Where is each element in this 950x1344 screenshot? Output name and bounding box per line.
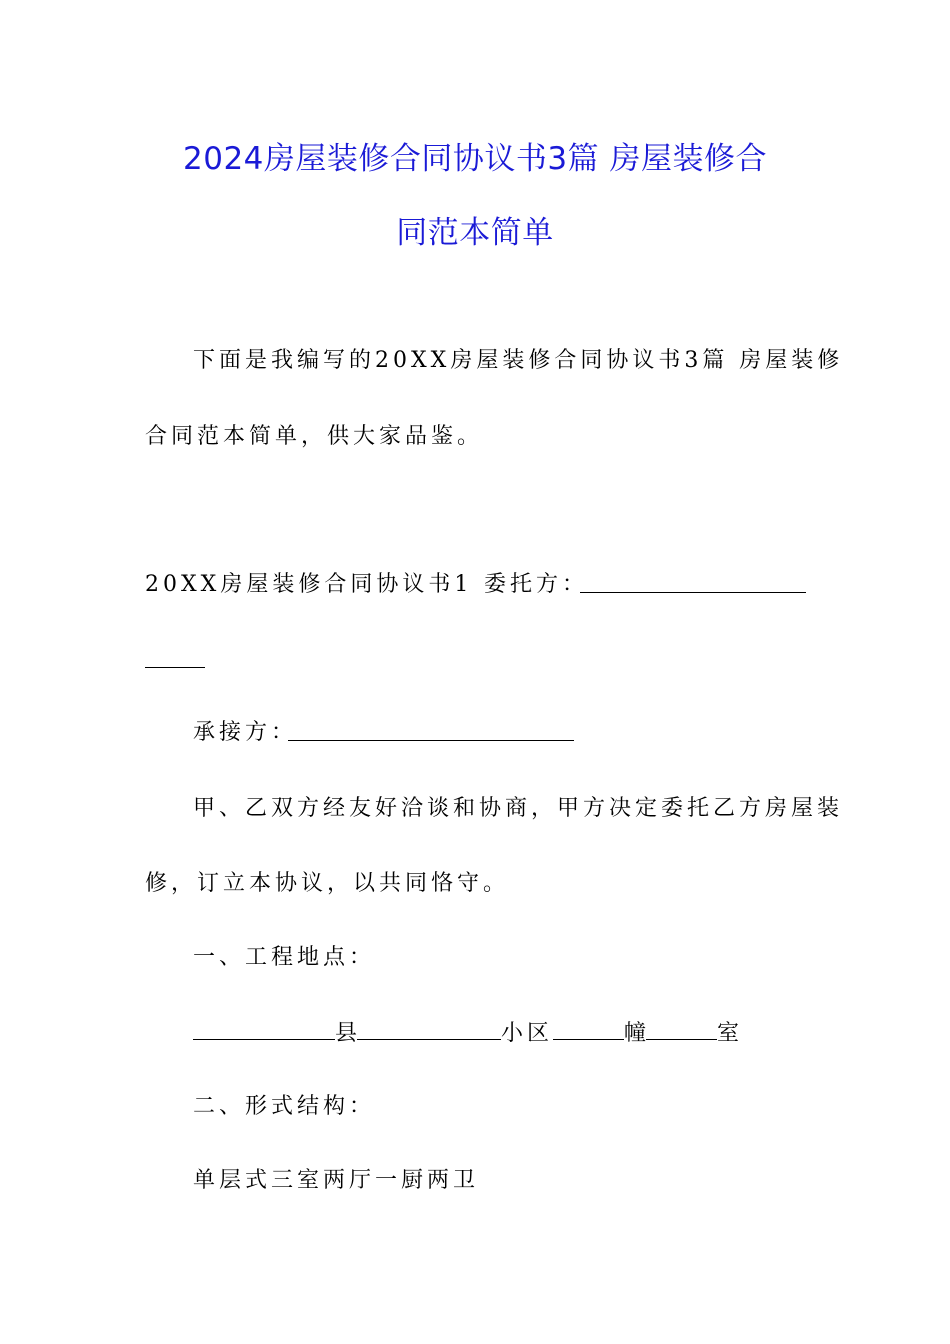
room-blank xyxy=(646,1017,717,1040)
community-blank xyxy=(357,1017,501,1040)
building-blank xyxy=(553,1017,624,1040)
document-title-line-1: 2024房屋装修合同协议书3篇 房屋装修合 xyxy=(183,141,767,177)
address-line xyxy=(193,1017,739,1049)
agreement-paragraph-line-2: 修，订立本协议，以共同恪守。 xyxy=(145,871,510,896)
contractor-name-blank xyxy=(288,718,574,750)
building-label: 幢 xyxy=(624,1021,647,1046)
room-label: 室 xyxy=(717,1021,740,1046)
county-blank xyxy=(193,1017,335,1040)
intro-line-1: 下面是我编写的20XX房屋装修合同协议书3篇 房屋装修 xyxy=(193,348,844,373)
structure-description: 单层式三室两厅一厨两卫 xyxy=(193,1168,480,1193)
county-label: 县 xyxy=(335,1021,358,1046)
section-structure: 二、形式结构： xyxy=(193,1094,376,1119)
intro-line-2: 合同范本简单，供大家品鉴。 xyxy=(145,424,484,449)
community-label: 小区 xyxy=(501,1021,554,1046)
client-name-blank-continued xyxy=(145,645,205,677)
client-label: 委托方： xyxy=(484,572,589,597)
section-project-location: 一、工程地点： xyxy=(193,945,376,970)
client-name-blank xyxy=(580,570,806,602)
contractor-label: 承接方： xyxy=(193,720,298,745)
document-title-line-2: 同范本简单 xyxy=(396,215,554,251)
contract-heading: 20XX房屋装修合同协议书1 xyxy=(145,572,473,597)
agreement-paragraph-line-1: 甲、乙双方经友好洽谈和协商，甲方决定委托乙方房屋装 xyxy=(193,796,844,821)
